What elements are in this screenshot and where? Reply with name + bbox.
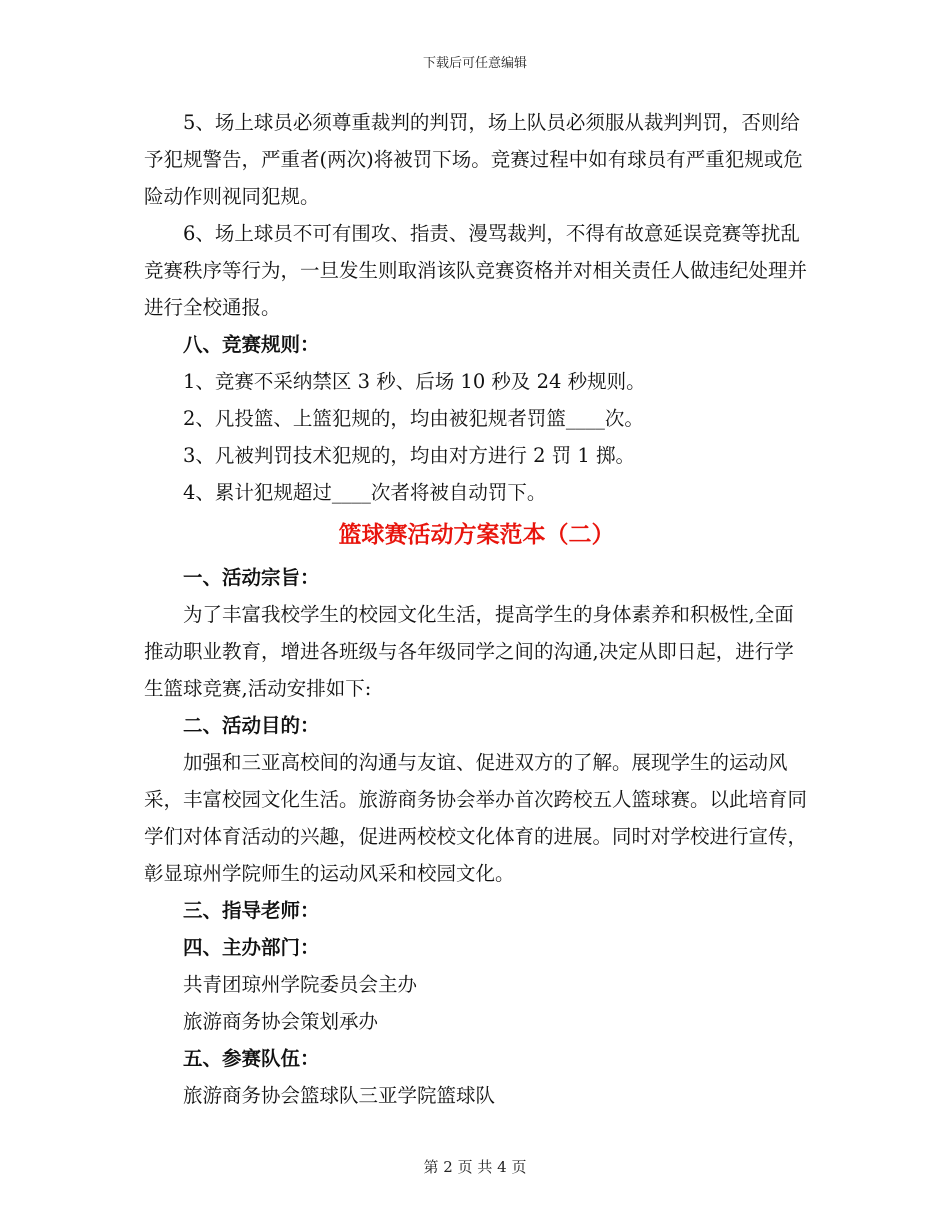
document-body (144, 104, 809, 1114)
section-8-item: 2、凡投篮、上篮犯规的，均由被犯规者罚篮____次。 (183, 407, 644, 430)
rule-6: 6、场上球员不可有围攻、指责、漫骂裁判，不得有故意延误竞赛等扰乱竞赛秩序等行为，一旦发生则取消该队竞赛资格并对相关责任人做违纪处理并进行全校通报。 (144, 222, 808, 319)
section-1-text: 为了丰富我校学生的校园文化生活，提高学生的身体素养和积极性,全面推动职业教育，增进各班级与各年级同学之间的沟通,决定从即日起，进行学生篮球竞赛,活动安排如下: (144, 603, 794, 700)
section-8-item: 1、竞赛不采纳禁区 3 秒、后场 10 秒及 24 秒规则。 (183, 370, 646, 393)
section-8-item: 3、凡被判罚技术犯规的，均由对方进行 2 罚 1 掷。 (183, 444, 636, 467)
section-5-item: 旅游商务协会篮球队三亚学院篮球队 (183, 1084, 496, 1107)
section-8-item: 4、累计犯规超过____次者将被自动罚下。 (183, 481, 547, 504)
section-5-heading: 五、参赛队伍： (183, 1047, 320, 1070)
rule-5: 5、场上球员必须尊重裁判的判罚，场上队员必须服从裁判判罚，否则给予犯规警告，严重者(两次)将被罚下场。竞赛过程中如有球员有严重犯规或危险动作则视同犯规。 (144, 111, 803, 208)
section-4-item: 旅游商务协会策划承办 (183, 1010, 379, 1033)
section-8-heading: 八、竞赛规则： (183, 333, 320, 356)
page-header: 下载后可任意编辑 (422, 56, 527, 71)
section-1-heading: 一、活动宗旨： (183, 566, 320, 589)
section-2-text: 加强和三亚高校间的沟通与友谊、促进双方的了解。展现学生的运动风采，丰富校园文化生活。旅游商务协会举办首次跨校五人篮球赛。以此培育同学们对体育活动的兴趣，促进两校校文化体育的进展。同时对学校进行宣传，彰显琼州学院师生的运动风采和校园文化。 (144, 751, 808, 885)
document-title: 篮球赛活动方案范本（二） (338, 521, 615, 548)
page-footer: 第 2 页 共 4 页 (423, 1158, 527, 1176)
section-3-heading: 三、指导老师： (183, 899, 320, 922)
section-2-heading: 二、活动目的： (183, 714, 320, 737)
section-4-item: 共青团琼州学院委员会主办 (183, 973, 418, 996)
section-4-heading: 四、主办部门： (183, 936, 320, 959)
